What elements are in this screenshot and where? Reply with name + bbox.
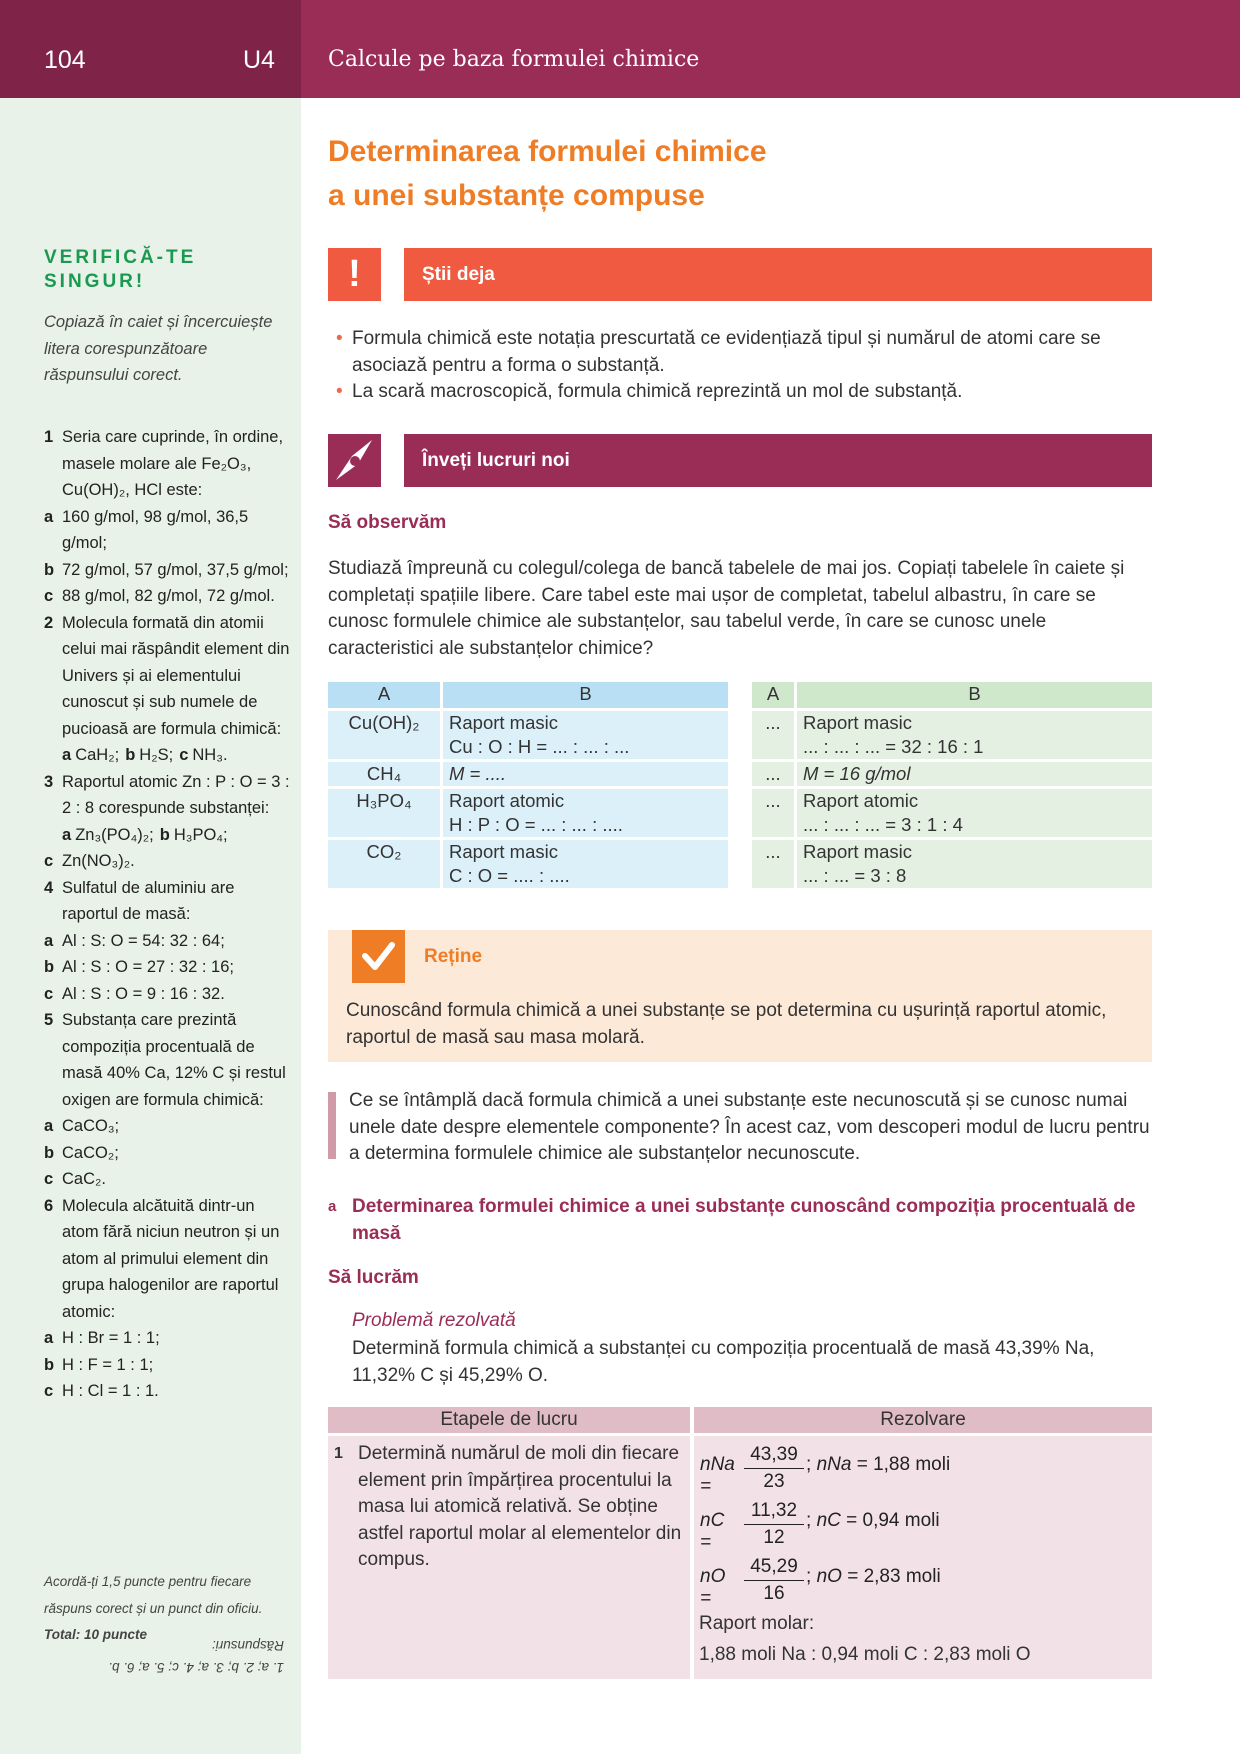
option-letter: a: [44, 931, 54, 950]
option-letter: c: [179, 746, 189, 764]
denominator: 16: [763, 1583, 785, 1604]
option: [44, 1166, 294, 1193]
option: [44, 928, 294, 955]
table-row: [328, 711, 728, 759]
solution-header: Rezolvare: [694, 1407, 1152, 1433]
option-letter: c: [44, 984, 54, 1003]
fraction-result: ; nC = 0,94 moli: [806, 1510, 940, 1531]
option: [44, 583, 294, 610]
option: [44, 1378, 294, 1405]
question-text: Raportul atomic Zn : P : O = 3 : 2 : 8 corespunde substanței:: [62, 772, 290, 817]
question-paragraph: Ce se întâmplă dacă formula chimică a unei substanțe este necunoscută și se cunosc numai unele date despre elementele componente? În acest caz, vom descoperi modul de lucru pentru a determina formulele chimice ale substanțelor necunoscute.: [349, 1090, 1150, 1164]
title-line-2: a unei substanțe compuse: [328, 179, 705, 212]
cell-b: [797, 711, 1152, 759]
table-row: [752, 789, 1152, 837]
cell-a: H₃PO₄: [328, 789, 440, 837]
chapter-title: Calcule pe baza formulei chimice: [328, 47, 700, 72]
option-text: H : Br = 1 : 1;: [62, 1329, 160, 1347]
page-title: [328, 130, 767, 218]
fraction-lhs: nC =: [700, 1510, 725, 1553]
option-letter: b: [44, 958, 55, 976]
quiz-question-2: [44, 610, 294, 743]
result-var: nO: [816, 1566, 842, 1587]
option-text: CaH₂;: [75, 746, 120, 764]
stii-deja-banner: [328, 248, 1152, 301]
option-text: 72 g/mol, 57 g/mol, 37,5 g/mol;: [62, 560, 289, 579]
question-number: 5: [44, 1011, 54, 1029]
scoring-note-text: Acordă-ți 1,5 puncte pentru fiecare răspuns corect și un punct din oficiu.: [44, 1574, 263, 1616]
numerator: 45,29: [744, 1554, 804, 1581]
option: [44, 1140, 294, 1167]
observam-heading: Să observăm: [328, 512, 447, 533]
cell-b-line1: Raport masic: [803, 841, 912, 862]
option-text: CaCO₃;: [62, 1117, 120, 1135]
fraction-lhs: nNa =: [700, 1454, 735, 1497]
green-table: [749, 679, 1155, 891]
option-text: Al : S: O = 54: 32 : 64;: [62, 931, 225, 950]
observam-text: Studiază împreună cu colegul/colega de bancă tabelele de mai jos. Copiați tabelele în caiete și completați spațiile libere. Care tabel este mai ușor de completat, tabelul albastru, în care se cunosc formulele chimice ale substanțelor, sau tabelul verde, în care se cunosc unele caracteristici ale substanțelor chimice?: [328, 558, 1125, 659]
cell-b-line2: H : P : O = ... : ... : ....: [449, 814, 623, 835]
cell-b-line2: Cu : O : H = ... : ... : ...: [449, 736, 630, 757]
option-letter: a: [44, 1117, 54, 1135]
option-text: Zn(NO₃)₂.: [62, 852, 135, 870]
option-text: CaC₂.: [62, 1170, 106, 1188]
cell-b-line1: Raport masic: [803, 712, 912, 733]
section-a-heading: [328, 1194, 1156, 1247]
quiz-question-6: [44, 1193, 294, 1326]
option-letter: c: [44, 852, 54, 870]
fraction-lhs: nO =: [700, 1566, 726, 1609]
option-text: 160 g/mol, 98 g/mol, 36,5 g/mol;: [62, 507, 249, 552]
list-item: • La scară macroscopică, formula chimică reprezintă un mol de substanță.: [336, 379, 1156, 406]
cell-b-line2: ... : ... = 3 : 8: [803, 865, 907, 886]
cell-b: [443, 762, 728, 786]
denominator: 23: [763, 1471, 785, 1492]
quote-bar: [328, 1092, 336, 1159]
question-number: 6: [44, 1196, 54, 1215]
col-header-b: B: [443, 682, 728, 708]
cell-a: ...: [752, 840, 794, 888]
option: [44, 954, 294, 981]
cell-b: [797, 789, 1152, 837]
list-item: • Formula chimică este notația prescurtată ce evidențiază tipul și numărul de atomi care se asociază pentru a forma o substanță.: [336, 326, 1156, 379]
cell-b-line2: ... : ... : ... = 3 : 1 : 4: [803, 814, 963, 835]
result-value: = 2,83 moli: [847, 1566, 941, 1587]
cell-a: CH₄: [328, 762, 440, 786]
option-letter: c: [44, 1170, 54, 1188]
exclamation-icon: !: [328, 248, 381, 301]
option: [44, 848, 294, 875]
step-text: Determină numărul de moli din fiecare element prin împărțirea procentului la masa lui atomică relativă. Se obține astfel raportul molar al elementelor din compus.: [358, 1443, 682, 1570]
quiz-question-1: [44, 424, 294, 504]
cell-a: ...: [752, 789, 794, 837]
title-line-1: Determinarea formulei chimice: [328, 135, 767, 168]
option-letter: b: [159, 825, 170, 844]
cell-b-line2: C : O = .... : ....: [449, 865, 570, 886]
inveti-label: Înveți lucruri noi: [404, 434, 1152, 487]
question-number: 2: [44, 613, 54, 632]
upside-down-answers: [44, 1634, 284, 1678]
options-row: [44, 742, 294, 769]
options-row: [44, 822, 294, 849]
option-letter: c: [44, 1382, 54, 1400]
cell-b-line1: Raport atomic: [803, 790, 919, 811]
cell-b: [443, 711, 728, 759]
fraction-result: ; nNa = 1,88 moli: [806, 1454, 951, 1475]
answers-text: 1. a; 2. b; 3. a; 4. c; 5. a; 6. b.: [108, 1660, 284, 1675]
cell-b-line1: M = ....: [449, 763, 507, 784]
stii-deja-list: [336, 326, 1156, 406]
steps-header: Etapele de lucru: [328, 1407, 690, 1433]
problem-label: Problemă rezolvată: [352, 1310, 516, 1331]
col-header-a: A: [328, 682, 440, 708]
quiz-question-4: [44, 875, 294, 928]
option-text: CaCO₂;: [62, 1143, 119, 1162]
lucram-heading: Să lucrăm: [328, 1267, 419, 1288]
option: [44, 557, 294, 584]
col-header-b: B: [797, 682, 1152, 708]
option-text: H : Cl = 1 : 1.: [62, 1382, 159, 1400]
quiz-questions: [44, 424, 294, 1405]
answers-label: Răspunsuri:: [211, 1638, 284, 1653]
option-letter: a: [62, 825, 72, 844]
question-number: 4: [44, 878, 54, 897]
table-row: [328, 840, 728, 888]
fraction: [744, 1554, 804, 1607]
table-row: [752, 711, 1152, 759]
quiz-question-5: [44, 1007, 294, 1113]
cell-a: ...: [752, 711, 794, 759]
cell-a: ...: [752, 762, 794, 786]
denominator: 12: [763, 1527, 785, 1548]
cell-b-line2: ... : ... : ... = 32 : 16 : 1: [803, 736, 984, 757]
question-number: 3: [44, 772, 54, 791]
step-1: [334, 1441, 686, 1574]
fraction-result: ; nO = 2,83 moli: [806, 1566, 941, 1587]
question-text: Seria care cuprinde, în ordine, masele molare ale Fe₂O₃, Cu(OH)₂, HCl este:: [62, 428, 284, 499]
option: [44, 1352, 294, 1379]
option-text: Al : S : O = 27 : 32 : 16;: [62, 958, 234, 976]
option-letter: b: [44, 1355, 55, 1374]
option: [44, 1325, 294, 1352]
result-var: nC: [816, 1510, 841, 1531]
cell-b: [797, 762, 1152, 786]
table-row: [328, 762, 728, 786]
result-value: = 0,94 moli: [846, 1510, 940, 1531]
cell-a: Cu(OH)₂: [328, 711, 440, 759]
fraction: [744, 1442, 804, 1495]
retine-text: Cunoscând formula chimică a unei substanțe se pot determina cu ușurință raportul atomic, raportul de masă sau masa molară.: [346, 1000, 1107, 1048]
option-letter: a: [44, 507, 54, 526]
result-value: = 1,88 moli: [856, 1454, 951, 1475]
option-text: 88 g/mol, 82 g/mol, 72 g/mol.: [62, 587, 275, 605]
checkmark-icon: [352, 930, 405, 983]
molar-ratio-label: Raport molar:: [699, 1613, 815, 1634]
table-row: [752, 762, 1152, 786]
question-number: 1: [44, 428, 54, 446]
col-header-a: A: [752, 682, 794, 708]
cell-b-line1: Raport atomic: [449, 790, 565, 811]
table-row: [752, 840, 1152, 888]
option: [44, 981, 294, 1008]
section-letter: a: [328, 1198, 337, 1215]
cell-b-line1: M = 16 g/mol: [803, 763, 911, 784]
cell-b-line1: Raport masic: [449, 712, 558, 733]
option-text: Zn₃(PO₄)₂;: [75, 825, 154, 844]
option-letter: a: [44, 1329, 54, 1347]
table-row: [328, 789, 728, 837]
molar-ratio-value: 1,88 moli Na : 0,94 moli C : 2,83 moli O: [699, 1644, 1031, 1665]
cell-b: [443, 789, 728, 837]
result-var: nNa: [816, 1454, 852, 1475]
numerator: 11,32: [744, 1498, 804, 1525]
stii-deja-label: Știi deja: [404, 248, 1152, 301]
sidebar-intro: Copiază în caiet și încercuiește litera corespunzătoare răspunsului corect.: [44, 313, 273, 384]
numerator: 43,39: [744, 1442, 804, 1469]
option-letter: b: [44, 1143, 55, 1162]
option-text: NH₃.: [192, 746, 228, 764]
inveti-banner: [328, 434, 1152, 487]
question-text: Sulfatul de aluminiu are raportul de masă:: [62, 878, 235, 923]
unit-label: U4: [243, 46, 275, 74]
question-text: Molecula alcătuită dintr-un atom fără niciun neutron și un atom al primului element din grupa halogenilor are raportul atomic:: [62, 1196, 280, 1321]
fraction: [744, 1498, 804, 1551]
total-points: Total: 10 puncte: [44, 1627, 148, 1642]
option-text: H : F = 1 : 1;: [62, 1355, 154, 1374]
section-title: Determinarea formulei chimice a unei substanțe cunoscând compoziția procentuală de masă: [352, 1196, 1136, 1244]
option: [44, 504, 294, 557]
cell-b-line1: Raport masic: [449, 841, 558, 862]
quiz-question-3: [44, 769, 294, 822]
cell-b: [797, 840, 1152, 888]
problem-text: Determină formula chimică a substanței cu compoziția procentuală de masă 43,39% Na, 11,32% C și 45,29% O.: [352, 1338, 1095, 1386]
page-number: 104: [44, 46, 86, 74]
option-text: H₃PO₄;: [173, 825, 228, 844]
option-letter: c: [44, 587, 54, 605]
step-number: 1: [334, 1445, 343, 1462]
retine-label: Reține: [424, 946, 483, 967]
option-text: H₂S;: [139, 746, 174, 764]
compass-icon: [328, 434, 381, 487]
option-letter: b: [44, 560, 55, 579]
question-text: Substanța care prezintă compoziția procentuală de masă 40% Ca, 12% C și restul oxigen are formula chimică:: [62, 1011, 286, 1109]
blue-table: [325, 679, 731, 891]
option-text: Al : S : O = 9 : 16 : 32.: [62, 984, 225, 1003]
cell-a: CO₂: [328, 840, 440, 888]
cell-b: [443, 840, 728, 888]
sidebar-heading: VERIFICĂ-TE SINGUR!: [44, 247, 197, 292]
question-text: Molecula formată din atomii celui mai răspândit element din Univers și ai elementului cunoscut și sub numele de pucioasă are formula chimică:: [62, 613, 290, 738]
option-letter: a: [62, 746, 72, 764]
option: [44, 1113, 294, 1140]
option-letter: b: [125, 746, 136, 764]
